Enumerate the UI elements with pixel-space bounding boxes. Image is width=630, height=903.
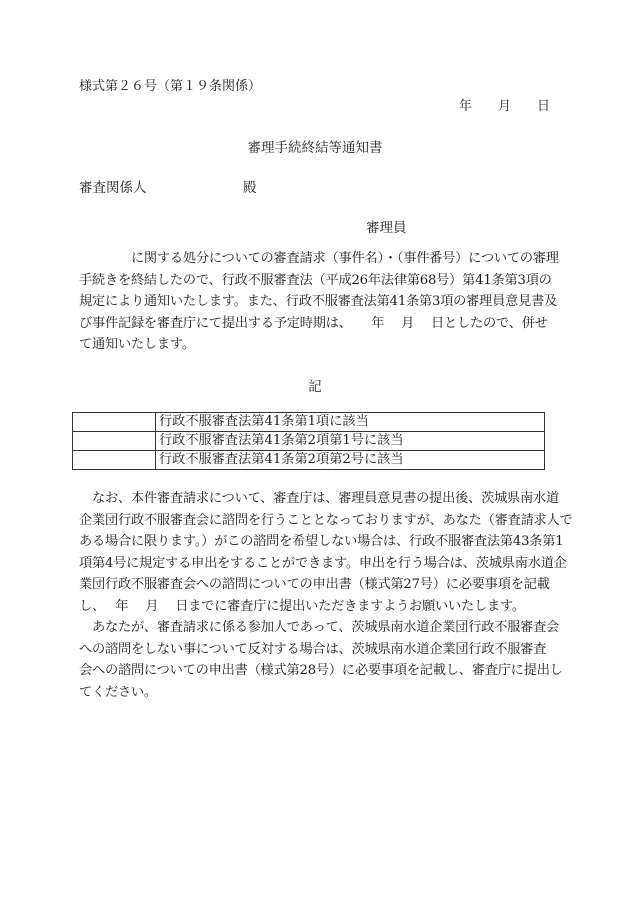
options-table [72,412,545,470]
paragraph-line: て通知いたします。 [79,337,195,352]
honorific: 殿 [243,180,257,196]
paragraph-line: 項第4号に規定する申出をすることができます。申出を行う場合は、茨城県南水道企 [79,555,567,571]
paragraph-line: 手続きを終結したので、行政不服審査法（平成26年法律第68号）第41条第3項の [79,272,552,288]
option-text: 行政不服審査法第41条第2項第1号に該当 [156,432,545,451]
option-check-cell[interactable] [73,432,156,451]
paragraph-line: なお、本件審査請求について、審査庁は、審理員意見書の提出後、茨城県南水道 [79,491,560,506]
date-day: 日 [537,99,551,114]
paragraph-line: への諮問をしない事について反対する場合は、茨城県南水道企業団行政不服審査 [79,641,547,657]
sender: 審理員 [366,220,407,236]
option-text: 行政不服審査法第41条第1項に該当 [156,413,545,432]
paragraph-line: 企業団行政不服審査会に諮問を行うこととなっておりますが、あなた（審査請求人で [79,512,573,528]
table-row [73,432,545,451]
table-row [73,451,545,470]
date-month: 月 [498,99,512,114]
option-check-cell[interactable] [73,451,156,470]
paragraph-line: ある場合に限ります。）がこの諮問を希望しない場合は、行政不服審査法第43条第1 [79,534,564,549]
paragraph-notice [79,248,559,356]
date-year: 年 [459,99,473,114]
ki-heading: 記 [308,379,322,395]
option-check-cell[interactable] [73,413,156,432]
paragraph-line: 会への諮問についての申出書（様式第28号）に必要事項を記載し、審査庁に提出し [79,663,563,678]
table-row [73,413,545,432]
paragraph-line: てください。 [79,684,157,700]
form-number: 様式第２６号（第１９条関係） [79,79,262,94]
page-title: 審理手続終結等通知書 [247,140,383,156]
paragraph-inquiry [79,488,573,703]
paragraph-line: 業団行政不服審査会への諮問についての申出書（様式第27号）に必要事項を記載 [79,577,550,592]
option-text: 行政不服審査法第41条第2項第2号に該当 [156,451,545,470]
paragraph-line: 規定により通知いたします。また、行政不服審査法第41条第3項の審理員意見書及 [79,294,558,309]
date-line [459,95,550,114]
paragraph-line: し、 年 月 日までに審査庁に提出いただきますようお願いいたします。 [79,598,525,614]
paragraph-line: び事件記録を審査庁にて提出する予定時期は、 年 月 日としたので、併せ [79,315,548,331]
addressee: 審査関係人 [79,180,147,196]
paragraph-line: に関する処分についての審査請求（事件名）・（事件番号）についての審理 [79,251,559,266]
paragraph-line: あなたが、審査請求に係る参加人であって、茨城県南水道企業団行政不服審査会 [79,620,560,635]
